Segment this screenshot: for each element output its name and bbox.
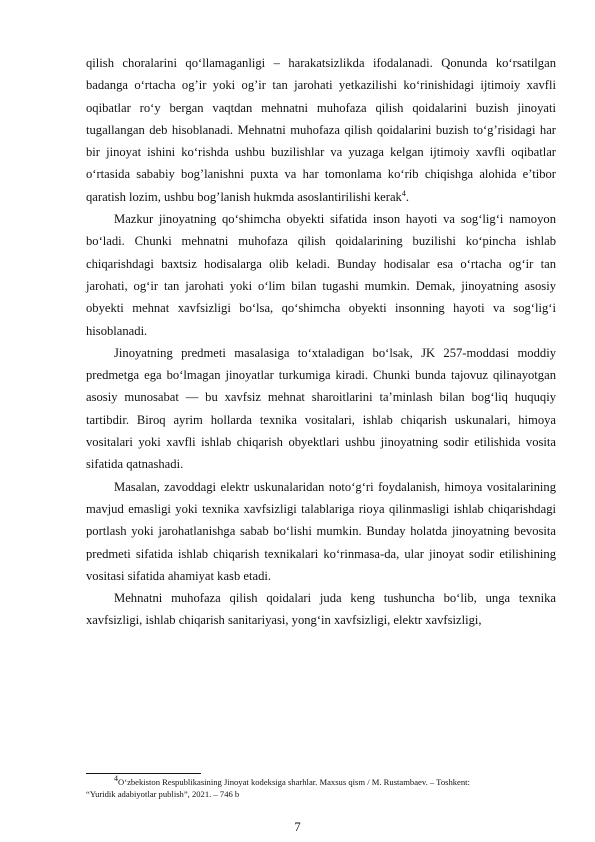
footnote-separator — [86, 773, 201, 774]
footnote-line-2: “Yuridik adabiyotlar publish”, 2021. – 746 b — [86, 789, 240, 799]
paragraph-1-text: qilish choralarini qo‘llamaganligi – harakatsizlikda ifodalanadi. Qonunda ko‘rsatilgan badanga o‘rtacha og’ir yoki og’ir tan jarohati yetkazilishi ko‘rinishidagi ijtimoiy xavfli oqibatlar ro‘y bergan vaqtdan mehnatni muhofaza qilish qoidalarini buzish jinoyati tugallangan deb hisoblanadi. Mehnatni muhofaza qilish qoidalarini buzish to‘g’risidagi har bir jinoyat ishini ko‘rishda ushbu buzilishlar va yuzaga kelgan ijtimoiy xavfli oqibatlar o‘rtasida sababiy bog’lanishni puxta va har tomonlama ko‘rib chiqishga alohida e’tibor qaratish lozim, ushbu bog’lanish hukmda asoslantirilishi kerak — [86, 56, 556, 204]
footnote — [86, 776, 556, 800]
paragraph-2: Mazkur jinoyatning qo‘shimcha obyekti sifatida inson hayoti va sog‘lig‘i namoyon bo‘ladi. Chunki mehnatni muhofaza qilish qoidalarining buzilishi ko‘pincha ishlab chiqarishdagi baxtsiz hodisalarga olib keladi. Bunday hodisalar esa o‘rtacha og‘ir tan jarohati, og‘ir tan jarohati yoki o‘lim bilan tugashi mumkin. Demak, jinoyatning asosiy obyekti mehnat xavfsizligi bo‘lsa, qo‘shimcha obyekti insonning hayoti va sog‘lig‘i hisoblanadi. — [86, 212, 556, 338]
footnote-mark: 4 — [114, 774, 118, 784]
footnote-reference[interactable]: 4 — [401, 188, 406, 198]
paragraph-1 — [86, 52, 556, 208]
page-number: 7 — [294, 820, 301, 834]
paragraph-1-end: . — [405, 189, 409, 204]
document-body — [86, 52, 556, 632]
paragraph-5: Mehnatni muhofaza qilish qoidalari juda keng tushuncha bo‘lib, unga texnika xavfsizligi, ishlab chiqarish sanitariyasi, yong‘in xavfsizligi, elektr xavfsizligi, — [86, 591, 556, 628]
paragraph-3: Jinoyatning predmeti masalasiga to‘xtaladigan bo‘lsak, JK 257-moddasi moddiy predmetga ega bo‘lmagan jinoyatlar turkumiga kiradi. Chunki bunda tajovuz qilinayotgan asosiy munosabat — bu xavfsiz mehnat sharoitlarini ta’minlash bilan bog‘liq huquqiy tartibdir. Biroq ayrim hollarda texnika vositalari, ishlab chiqarish uskunalari, himoya vositalari yoki xavfli ishlab chiqarish obyektlari ushbu jinoyatning sodir etilishida vosita sifatida qatnashadi. — [86, 345, 556, 472]
footnote-line-1 — [86, 776, 556, 788]
footnote-text-1: O‘zbekiston Respublikasining Jinoyat kodeksiga sharhlar. Maxsus qism / M. Rustambaev. – Toshkent: — [118, 777, 470, 787]
paragraph-4: Masalan, zavoddagi elektr uskunalaridan noto‘g‘ri foydalanish, himoya vositalarining mavjud emasligi yoki texnika xavfsizligi talablariga rioya qilinmasligi ishlab chiqarishdagi portlash yoki jarohatlanishga sabab bo‘lishi mumkin. Bunday holatda jinoyatning bevosita predmeti sifatida ishlab chiqarish texnikalari ko‘rinmasa-da, ular jinoyat sodir etilishining vositasi sifatida ahamiyat kasb etadi. — [86, 479, 556, 583]
